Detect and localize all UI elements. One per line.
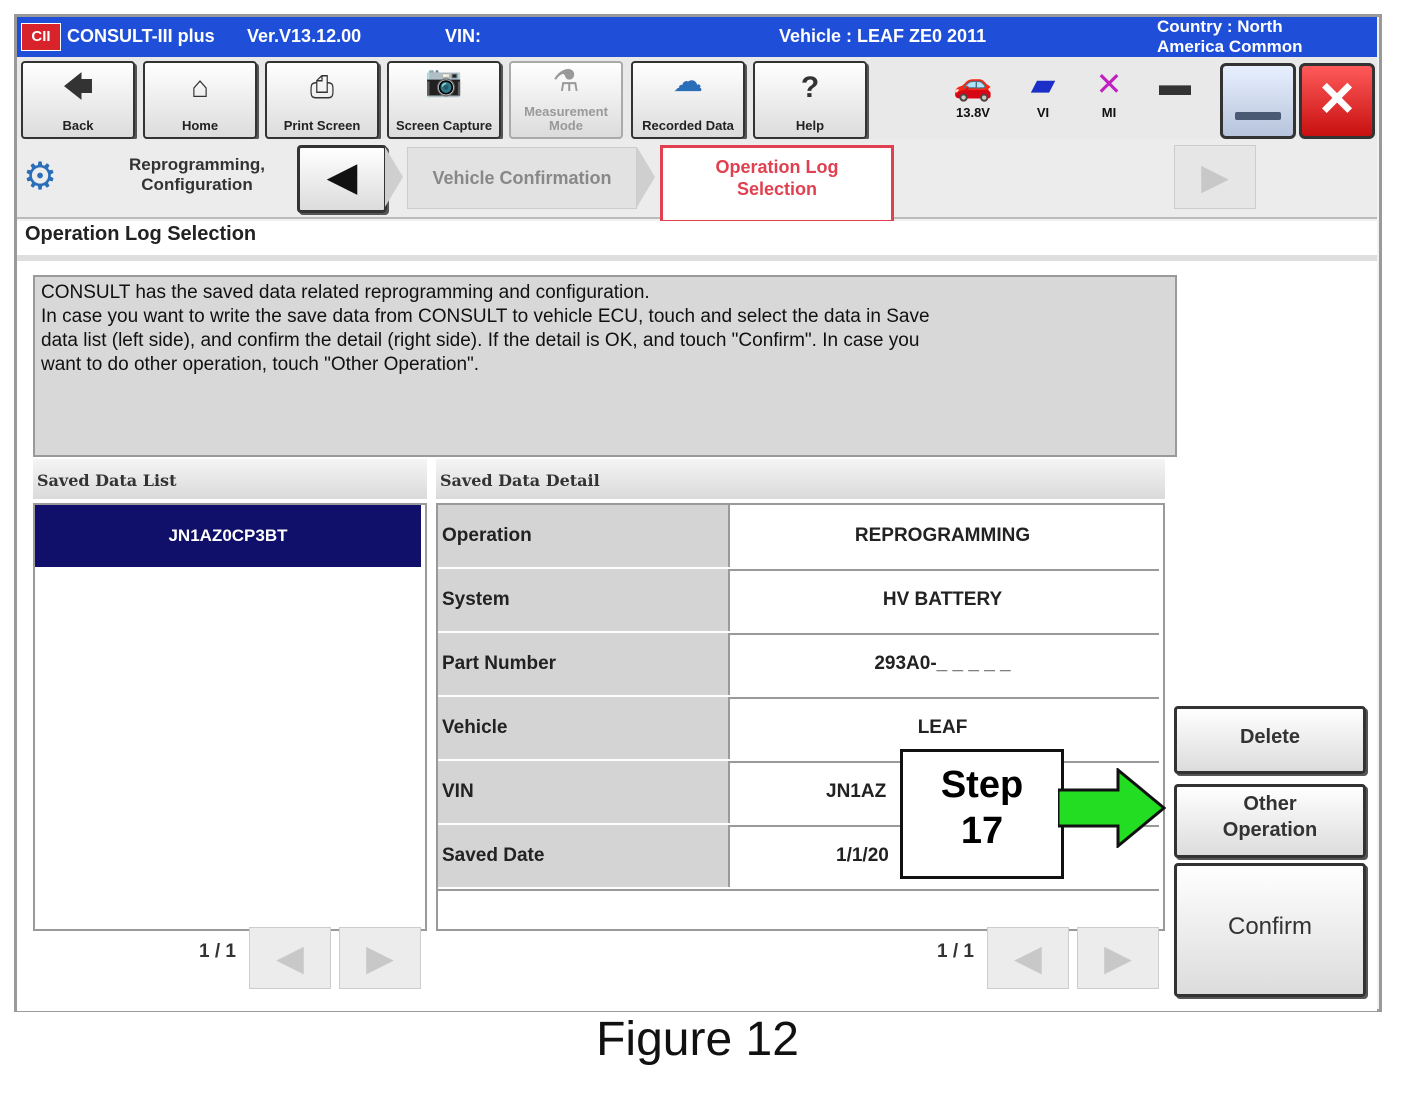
vi-label: VI [1036, 105, 1050, 120]
saved-list-next-button[interactable] [339, 927, 421, 989]
other-operation-line-2: Operation [1222, 819, 1318, 841]
divider [17, 255, 1377, 261]
back-arrow-icon: 🡄 [62, 71, 94, 104]
country-info [1157, 17, 1302, 57]
recorded-data-label: Recorded Data [642, 118, 734, 133]
detail-page-indicator: 1 / 1 [937, 941, 974, 962]
plug-status [1145, 63, 1205, 135]
battery-voltage-status [943, 63, 1003, 135]
detail-next-button[interactable] [1077, 927, 1159, 989]
help-button-label: Help [795, 118, 825, 133]
green-arrow-icon [1058, 768, 1168, 848]
list-item[interactable]: JN1AZ0CP3BT [35, 505, 421, 567]
detail-value: 1/1/20 [836, 845, 889, 866]
measurement-mode-label: Measurement Mode [524, 104, 608, 133]
mi-disconnected-icon: ✕ [1095, 66, 1123, 102]
close-icon: × [1319, 64, 1355, 131]
step-callout [900, 749, 1064, 879]
recorded-data-button[interactable] [631, 61, 745, 139]
saved-data-list-header: Saved Data List [33, 459, 427, 499]
help-icon: ? [800, 71, 820, 104]
breadcrumb-vehicle-confirmation[interactable]: Vehicle Confirmation [407, 147, 637, 209]
breadcrumb-next-button[interactable] [1174, 145, 1256, 209]
voltage-label: 13.8V [956, 105, 990, 120]
detail-value: LEAF [917, 717, 968, 738]
chevron-right-icon [637, 147, 655, 207]
breadcrumb-operation-log-selection[interactable] [660, 145, 894, 223]
vi-status [1013, 63, 1073, 135]
detail-value: JN1AZ [826, 781, 887, 802]
minimize-button[interactable] [1220, 63, 1296, 139]
message-line-1: CONSULT has the saved data related reprogramming and configuration. [41, 282, 650, 303]
detail-value: HV BATTERY [882, 589, 1003, 610]
app-name: CONSULT-III plus [67, 26, 215, 46]
consult-logo: CII [21, 23, 61, 51]
message-line-2: In case you want to write the save data from CONSULT to vehicle ECU, touch and select the data in Save [41, 306, 930, 327]
vin-label: VIN: [445, 26, 481, 46]
saved-list-prev-button[interactable] [249, 927, 331, 989]
back-button-label: Back [62, 118, 94, 133]
mi-label: MI [1101, 105, 1117, 120]
home-button-label: Home [181, 118, 219, 133]
triangle-right-icon: ▶ [1104, 937, 1132, 978]
print-screen-label: Print Screen [283, 118, 361, 133]
section-label-line-2: Configuration [141, 175, 253, 194]
detail-prev-button[interactable] [987, 927, 1069, 989]
breadcrumb-back-button[interactable] [297, 145, 387, 213]
page-title: Operation Log Selection [25, 223, 257, 245]
country-line-1: Country : North [1157, 17, 1283, 36]
detail-value: REPROGRAMMING [854, 525, 1031, 546]
title-bar [17, 17, 1377, 57]
reprogramming-icon: ⚙ [23, 156, 58, 198]
delete-button[interactable]: Delete [1174, 706, 1366, 774]
step-callout-line-2: 17 [960, 810, 1004, 852]
table-row [438, 569, 1159, 635]
home-button[interactable] [143, 61, 257, 139]
printer-icon: ⎙ [310, 71, 334, 104]
plug-icon: ▬ [1159, 66, 1191, 102]
detail-label: Part Number [438, 633, 730, 695]
section-label [107, 155, 287, 195]
section-label-line-1: Reprogramming, [128, 155, 266, 174]
triangle-left-icon: ◀ [276, 937, 304, 978]
detail-label: Saved Date [438, 825, 730, 887]
step-callout-line-1: Step [940, 764, 1024, 806]
main-content [17, 221, 1377, 1011]
close-button[interactable] [1299, 63, 1375, 139]
message-line-4: want to do other operation, touch "Other Operation". [41, 354, 480, 375]
vi-interface-icon: ▰ [1030, 66, 1056, 102]
table-row [438, 505, 1159, 571]
home-icon: ⌂ [190, 71, 210, 104]
saved-list-page-indicator: 1 / 1 [199, 941, 236, 962]
figure-caption: Figure 12 [596, 1013, 799, 1066]
print-screen-button[interactable] [265, 61, 379, 139]
back-button[interactable] [21, 61, 135, 139]
country-line-2: America Common [1157, 37, 1303, 56]
detail-label: VIN [438, 761, 730, 823]
detail-label: System [438, 569, 730, 631]
other-operation-line-1: Other [1243, 793, 1297, 815]
app-version: Ver.V13.12.00 [247, 26, 362, 46]
vehicle-info: Vehicle : LEAF ZE0 2011 [779, 26, 987, 46]
triangle-right-icon: ▶ [366, 937, 394, 978]
screen-capture-button[interactable] [387, 61, 501, 139]
saved-data-list [33, 503, 427, 931]
vehicle-car-icon: 🚗 [953, 66, 993, 102]
instruction-message [33, 275, 1177, 457]
triangle-left-icon: ◀ [326, 155, 358, 199]
triangle-left-icon: ◀ [1014, 937, 1042, 978]
screen-capture-label: Screen Capture [395, 118, 493, 133]
measurement-icon: ⚗ [552, 65, 580, 98]
breadcrumb-current-line-1: Operation Log [715, 157, 839, 177]
mi-status [1079, 63, 1139, 135]
triangle-right-icon: ▶ [1201, 156, 1229, 197]
confirm-button[interactable]: Confirm [1174, 863, 1366, 997]
detail-label: Vehicle [438, 697, 730, 759]
measurement-mode-button[interactable] [509, 61, 623, 139]
detail-value: 293A0-_ _ _ _ _ [874, 653, 1011, 674]
chevron-right-icon [385, 147, 403, 207]
other-operation-button[interactable] [1174, 784, 1366, 858]
table-row [438, 633, 1159, 699]
toolbar [17, 57, 1377, 139]
detail-label: Operation [438, 505, 730, 567]
help-button[interactable] [753, 61, 867, 139]
camera-icon: 📷 [425, 65, 463, 98]
breadcrumb-current-line-2: Selection [736, 179, 818, 199]
message-line-3: data list (left side), and confirm the detail (right side). If the detail is OK, and touch "Confirm". In case you [41, 330, 920, 351]
breadcrumb [17, 139, 1377, 219]
saved-data-detail-header: Saved Data Detail [436, 459, 1165, 499]
recorded-data-icon: ☁ [673, 65, 703, 98]
